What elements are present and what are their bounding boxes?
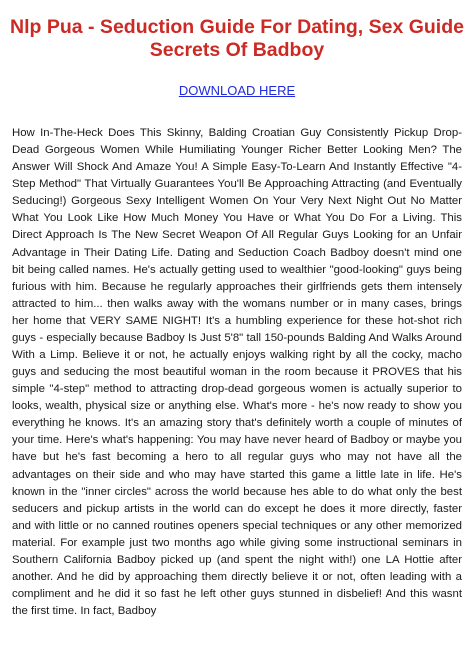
- download-link-container: [0, 83, 474, 99]
- download-link[interactable]: DOWNLOAD HERE: [178, 83, 296, 98]
- document-title: Nlp Pua - Seduction Guide For Dating, Sex Guide Secrets Of Badboy: [10, 16, 464, 61]
- body-paragraph: How In-The-Heck Does This Skinny, Balding Croatian Guy Consistently Pickup Drop-Dead Gorgeous Women While Humiliating Younger Richer Better Looking Men? The Answer Will Shock And Amaze You! A Simple Easy-To-Learn And Instantly Effective "4-Step Method" That Virtually Guarantees You'll Be Approaching Attracting (and Eventually Seducing!) Gorgeous Sexy Intelligent Women On Your Very Next Night Out No Matter What You Look Like How Much Money You Have or What You Do For a Living. This Direct Approach Is The New Secret Weapon Of All Regular Guys Looking for an Unfair Advantage in Their Dating Life. Dating and Seduction Coach Badboy doesn't mind one bit being called names. He's actually getting used to wealthier "good-looking" guys being furious with him. Because he regularly approaches their girlfriends gets them intensely attracted to him... then walks away with the womans number or in many cases, brings her home that VERY SAME NIGHT! It's a humbling experience for these hot-shot rich guys - especially because Badboy Is Just 5'8" tall 150-pounds Balding And Walks Around With a Limp. Believe it or not, he actually enjoys walking right by all the cocky, macho guys and seducing the most beautiful woman in the room because it PROVES that his simple "4-step" method to attracting drop-dead gorgeous women is actually superior to looks, wealth, physical size or anything else. What's more - he's now ready to show you everything he knows. It's an amazing story that's definitely worth a couple of minutes of your time. Here's what's happening: You may have never heard of Badboy or maybe you have but he's fast becoming a hero to all regular guys who may not have all the advantages on their side and who may have started this game a little late in life. He's known in the "inner circles" across the world because hes able to do what only the best seducers and pickup artists in the world can do except he does it more directly, faster and with little or no canned routines openers special techniques or any other memorized material. For example just two months ago while giving some instructional seminars in Southern California Badboy picked up (and spent the night with!) one LA Hottie after another. And he did by approaching them directly believe it or not, often leading with a compliment and he did it so fast he left other guys stunned in disbelief! And this wasnt the first time. In fact, Badboy: [12, 127, 462, 618]
